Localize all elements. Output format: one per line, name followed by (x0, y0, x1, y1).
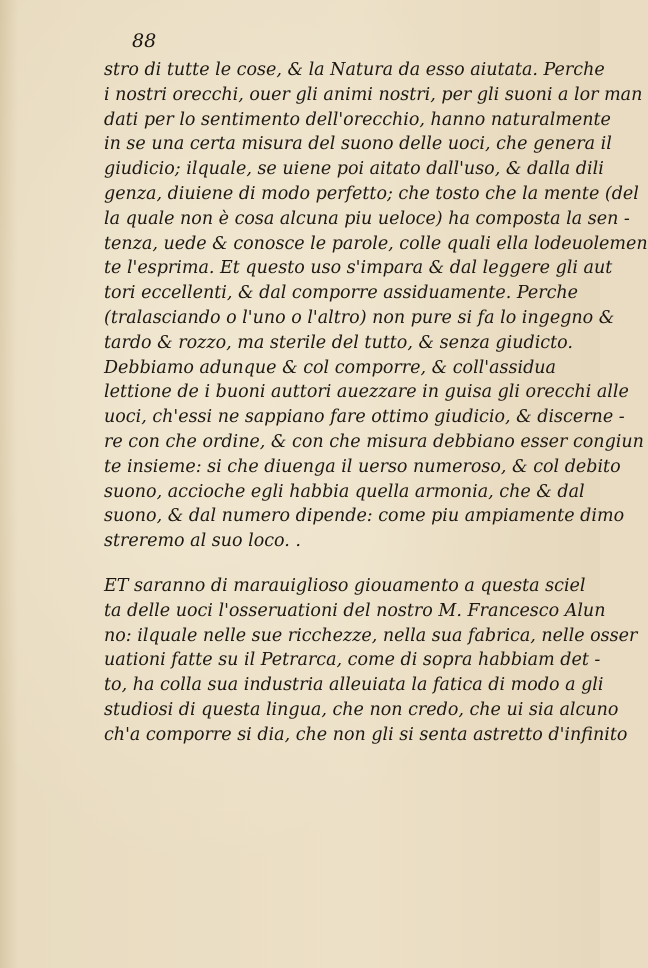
text-line: ch'a comporre si dia, che non gli si senta astretto d'infinito (104, 724, 628, 745)
text-line: te insieme: si che diuenga il uerso numeroso, & col debito (104, 456, 621, 477)
text-line: studiosi di questa lingua, che non credo, che ui sia alcuno (104, 699, 619, 720)
text-line: tardo & rozzo, ma sterile del tutto, & senza giudicto. (104, 332, 573, 353)
paragraph-3 (104, 574, 638, 748)
text-line: suono, & dal numero dipende: come piu ampiamente dimo (104, 506, 625, 527)
text-line: ta delle uoci l'osseruationi del nostro M. Francesco Alun (104, 600, 606, 621)
paragraph-2 (104, 356, 644, 554)
page-number: 88 (132, 30, 157, 52)
text-line: in se una certa misura del suono delle uoci, che genera il (104, 134, 612, 155)
text-line: i nostri orecchi, ouer gli animi nostri, per gli suoni a lor man (104, 84, 643, 105)
text-line: Debbiamo adunque & col comporre, & coll'assidua (104, 357, 556, 378)
text-line: suono, accioche egli habbia quella armonia, che & dal (104, 481, 585, 502)
page-text (104, 58, 648, 748)
paragraph-1 (104, 58, 648, 356)
text-line: dati per lo sentimento dell'orecchio, hanno naturalmente (104, 109, 611, 130)
text-line: uationi fatte su il Petrarca, come di sopra habbiam det - (104, 650, 601, 671)
text-line: ET saranno di marauiglioso giouamento a questa sciel (104, 575, 586, 596)
paragraph-gap (104, 554, 570, 574)
text-line: re con che ordine, & con che misura debbiano esser congiun (104, 431, 644, 452)
text-line: streremo al suo loco. . (104, 531, 301, 552)
text-line: (tralasciando o l'uno o l'altro) non pure si fa lo ingegno & (104, 307, 615, 328)
text-line: tenza, uede & conosce le parole, colle quali ella lodeuolemen (104, 233, 648, 254)
text-line: giudicio; ilquale, se uiene poi aitato dall'uso, & dalla dili (104, 159, 604, 180)
text-line: lettione de i buoni auttori auezzare in guisa gli orecchi alle (104, 382, 629, 403)
text-line: no: ilquale nelle sue ricchezze, nella sua fabrica, nelle osser (104, 625, 638, 646)
text-line: tori eccellenti, & dal comporre assiduamente. Perche (104, 283, 579, 304)
text-line: la quale non è cosa alcuna piu ueloce) ha composta la sen - (104, 208, 630, 229)
text-line: genza, diuiene di modo perfetto; che tosto che la mente (del (104, 183, 639, 204)
text-line: te l'esprima. Et questo uso s'impara & dal leggere gli aut (104, 258, 613, 279)
text-line: to, ha colla sua industria alleuiata la fatica di modo a gli (104, 675, 604, 696)
text-line: stro di tutte le cose, & la Natura da esso aiutata. Perche (104, 60, 605, 80)
text-line: uoci, ch'essi ne sappiano fare ottimo giudicio, & discerne - (104, 407, 625, 428)
